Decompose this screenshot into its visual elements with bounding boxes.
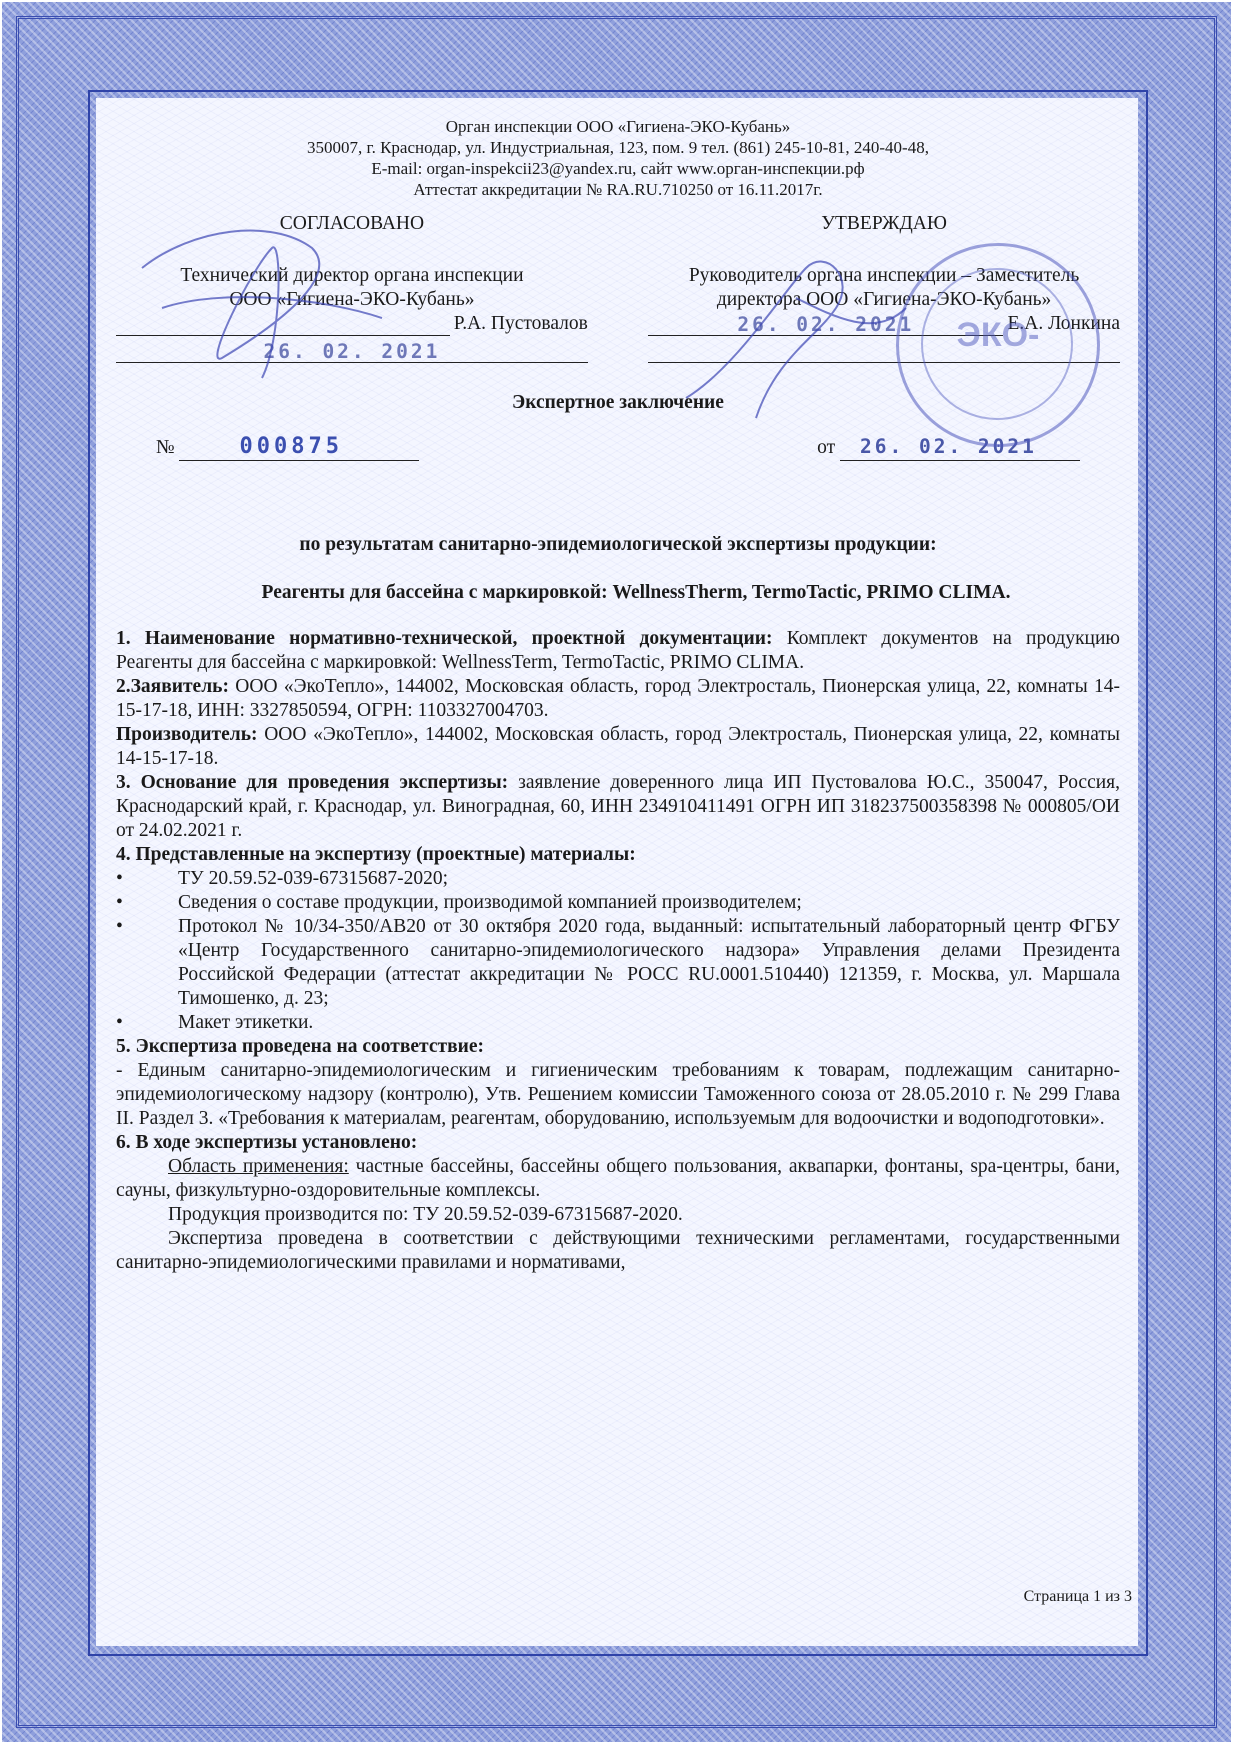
section-6-area xyxy=(116,1155,1120,1203)
signature-right xyxy=(656,248,916,428)
section-5-label: 5. Экспертиза проведена на соответствие: xyxy=(116,1036,485,1057)
approval-left-title: СОГЛАСОВАНО xyxy=(279,213,425,234)
header-line-4: Аттестат аккредитации № RA.RU.710250 от 16.11.2017г. xyxy=(413,180,823,199)
approval-left-name: Р.А. Пустовалов xyxy=(453,313,588,334)
section-4 xyxy=(116,843,1120,867)
number-label: № xyxy=(156,437,175,458)
number-value: 000875 xyxy=(239,434,343,459)
list-item: • Протокол № 10/34-350/АВ20 от 30 октября 2020 года, выданный: испытательный лабораторный центр ФГБУ «Центр Государственного санитарно-эпидемиологического надзора» Управления делами Президента Российской Федерации (аттестат аккредитации № РОСС RU.0001.510440) 121359, г. Москва, ул. Маршала Тимошенко, д. 23; xyxy=(116,916,1120,1009)
date-value: 26. 02. 2021 xyxy=(860,435,1037,458)
approval-right-position-1: Руководитель органа инспекции – Заместитель xyxy=(688,265,1080,286)
page-counter: Страница 1 из 3 xyxy=(1023,1588,1132,1605)
section-2 xyxy=(116,675,1120,723)
section-3-text: заявление доверенного лица ИП Пустовалова Ю.С., 350047, Россия, Краснодарский край, г. Краснодар, ул. Виноградная, 60, ИНН 234910411491 ОГРН ИП 318237500358398 № 000805/ОИ от 24.02.2021 г. xyxy=(116,772,1121,841)
list-item: • Макет этикетки. xyxy=(116,1012,314,1033)
header-line-2: 350007, г. Краснодар, ул. Индустриальная, 123, пом. 9 тел. (861) 245-10-81, 240-40-48, xyxy=(307,138,929,157)
document-date xyxy=(817,435,1080,461)
section-1 xyxy=(116,627,1120,675)
section-3-label: 3. Основание для проведения экспертизы: xyxy=(116,772,509,793)
approval-right-name: Е.А. Лонкина xyxy=(1007,313,1120,334)
approval-left-date: 26. 02. 2021 xyxy=(263,340,441,363)
section-6-tu: Продукция производится по: ТУ 20.59.52-039-67315687-2020. xyxy=(168,1204,683,1225)
list-item: • ТУ 20.59.52-039-67315687-2020; xyxy=(116,868,448,889)
section-3 xyxy=(116,771,1120,843)
header-line-3: E-mail: organ-inspekcii23@yandex.ru, сайт www.орган-инспекции.рф xyxy=(371,159,865,178)
approval-left-position-1: Технический директор органа инспекции xyxy=(180,265,524,286)
section-6-label: 6. В ходе экспертизы установлено: xyxy=(116,1132,418,1153)
document-title: Экспертное заключение xyxy=(512,392,724,413)
section-1-label: 1. Наименование нормативно-технической, проектной документации: xyxy=(116,628,773,649)
sections xyxy=(116,627,1120,1275)
organization-header xyxy=(116,116,1120,200)
section-2-text: ООО «ЭкоТепло», 144002, Московская область, город Электросталь, Пионерская улица, 22, комнаты 14-15-17-18, ИНН: 3327850594, ОГРН: 1103327004703. xyxy=(116,676,1120,721)
document-number xyxy=(156,435,419,461)
date-label: от xyxy=(817,437,836,458)
section-1-text: Комплект документов на продукцию Реагенты для бассейна с маркировкой: WellnessTerm, TermoTactic, PRIMO CLIMA. xyxy=(116,628,1120,673)
section-6 xyxy=(116,1131,1120,1155)
list-item: • Сведения о составе продукции, производимой компанией производителем; xyxy=(116,892,802,913)
product-name: Реагенты для бассейна с маркировкой: WellnessTherm, TermoTactic, PRIMO CLIMA. xyxy=(261,582,1011,603)
approval-right-date: 26. 02. 2021 xyxy=(737,313,915,336)
producer-label: Производитель: xyxy=(116,724,258,745)
section-4-label: 4. Представленные на экспертизу (проектные) материалы: xyxy=(116,844,636,865)
area-text: частные бассейны, бассейны общего пользования, аквапарки, фонтаны, spa-центры, бани, сауны, физкультурно-оздоровительные комплексы. xyxy=(116,1156,1120,1201)
section-2-label: 2.Заявитель: xyxy=(116,676,229,697)
signature-left xyxy=(102,208,402,388)
stamp-text: ЭКО- xyxy=(956,316,1040,354)
approval-right-title: УТВЕРЖДАЮ xyxy=(821,213,947,234)
document-subtitle: по результатам санитарно-эпидемиологической экспертизы продукции: xyxy=(299,534,937,555)
approval-right-position-2: директора ООО «Гигиена-ЭКО-Кубань» xyxy=(716,289,1052,310)
document-page xyxy=(96,98,1138,1646)
section-5 xyxy=(116,1035,1120,1059)
header-line-1: Орган инспекции ООО «Гигиена-ЭКО-Кубань» xyxy=(445,117,791,136)
section-2-producer xyxy=(116,723,1120,771)
section-6-conformity: Экспертиза проведена в соответствии с действующими техническими регламентами, государственными санитарно-эпидемиологическими правилами и нормативами, xyxy=(116,1228,1120,1273)
area-label: Область применения: xyxy=(168,1156,349,1177)
section-5-text: - Единым санитарно-эпидемиологическим и гигиеническим требованиям к товарам, подлежащим санитарно-эпидемиологическому надзору (контролю), Утв. Решением комиссии Таможенного союза от 28.05.2010 г. № 299 Глава II. Раздел 3. «Требования к материалам, реагентам, оборудованию, используемым для водоочистки и водоподготовки». xyxy=(116,1060,1120,1129)
producer-text: ООО «ЭкоТепло», 144002, Московская область, город Электросталь, Пионерская улица, 22, комнаты 14-15-17-18. xyxy=(116,724,1121,769)
official-stamp xyxy=(896,243,1100,447)
approval-left-position-2: ООО «Гигиена-ЭКО-Кубань» xyxy=(229,289,475,310)
